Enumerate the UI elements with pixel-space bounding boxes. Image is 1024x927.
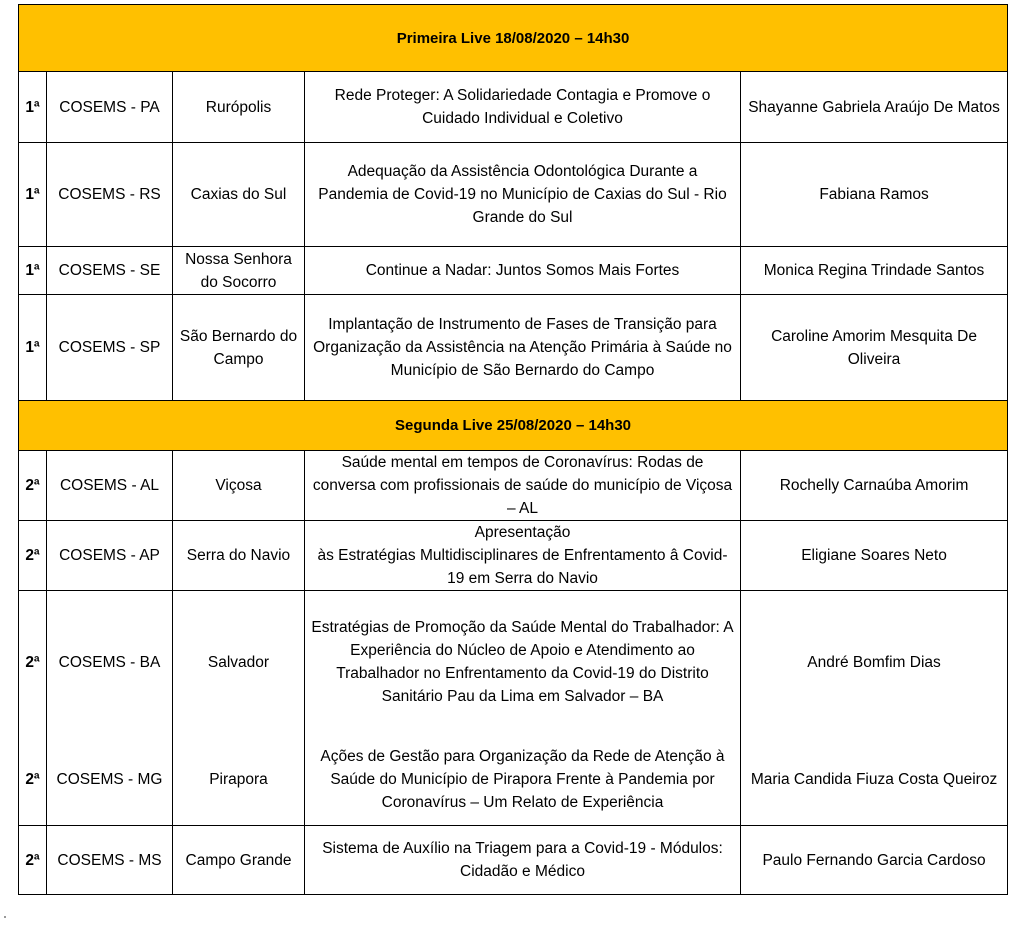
- cosems-cell: COSEMS - SP: [47, 295, 173, 401]
- live-ordinal: 1ª: [19, 295, 47, 401]
- titulo-cell: [305, 521, 741, 591]
- autor-cell: Shayanne Gabriela Araújo De Matos: [741, 72, 1008, 143]
- live-ordinal: 2ª: [19, 734, 47, 826]
- cosems-cell: COSEMS - BA: [47, 591, 173, 734]
- table-row: [19, 247, 1008, 295]
- section-header-row: [19, 5, 1008, 72]
- titulo-cell: Ações de Gestão para Organização da Rede de Atenção à Saúde do Município de Pirapora Frente à Pandemia por Coronavírus – Um Relato de Experiência: [305, 734, 741, 826]
- schedule-table: [18, 4, 1008, 895]
- section-header-row: [19, 401, 1008, 451]
- cosems-cell: COSEMS - PA: [47, 72, 173, 143]
- municipio-cell: Salvador: [173, 591, 305, 734]
- live-ordinal: 2ª: [19, 591, 47, 734]
- live-ordinal: 1ª: [19, 247, 47, 295]
- municipio-cell: Caxias do Sul: [173, 143, 305, 247]
- cosems-cell: COSEMS - RS: [47, 143, 173, 247]
- municipio-cell: Nossa Senhora do Socorro: [173, 247, 305, 295]
- live-ordinal: 2ª: [19, 521, 47, 591]
- municipio-cell: Rurópolis: [173, 72, 305, 143]
- titulo-cell: Implantação de Instrumento de Fases de Transição para Organização da Assistência na Atenção Primária à Saúde no Município de São Bernardo do Campo: [305, 295, 741, 401]
- titulo-line: Apresentação: [474, 524, 571, 541]
- cosems-cell: COSEMS - AL: [47, 451, 173, 521]
- titulo-line: às Estratégias Multidisciplinares de Enfrentamento â Covid-19 em Serra do Navio: [317, 547, 728, 587]
- autor-cell: Fabiana Ramos: [741, 143, 1008, 247]
- live-ordinal: 1ª: [19, 143, 47, 247]
- table-row: [19, 143, 1008, 247]
- table-row: [19, 72, 1008, 143]
- autor-cell: Eligiane Soares Neto: [741, 521, 1008, 591]
- table-row: [19, 521, 1008, 591]
- live-ordinal: 1ª: [19, 72, 47, 143]
- cosems-cell: COSEMS - MG: [47, 734, 173, 826]
- table-row: [19, 826, 1008, 895]
- autor-cell: Monica Regina Trindade Santos: [741, 247, 1008, 295]
- autor-cell: Maria Candida Fiuza Costa Queiroz: [741, 734, 1008, 826]
- titulo-cell: Saúde mental em tempos de Coronavírus: Rodas de conversa com profissionais de saúde do município de Viçosa – AL: [305, 451, 741, 521]
- municipio-cell: São Bernardo do Campo: [173, 295, 305, 401]
- section-title: Primeira Live 18/08/2020 – 14h30: [19, 5, 1008, 72]
- titulo-cell: Sistema de Auxílio na Triagem para a Covid-19 - Módulos: Cidadão e Médico: [305, 826, 741, 895]
- cosems-cell: COSEMS - MS: [47, 826, 173, 895]
- live-ordinal: 2ª: [19, 826, 47, 895]
- table-row: [19, 451, 1008, 521]
- table-row: [19, 591, 1008, 734]
- municipio-cell: Campo Grande: [173, 826, 305, 895]
- titulo-cell: Rede Proteger: A Solidariedade Contagia e Promove o Cuidado Individual e Coletivo: [305, 72, 741, 143]
- municipio-cell: Pirapora: [173, 734, 305, 826]
- section-title: Segunda Live 25/08/2020 – 14h30: [19, 401, 1008, 451]
- titulo-cell: Estratégias de Promoção da Saúde Mental do Trabalhador: A Experiência do Núcleo de Apoio e Atendimento ao Trabalhador no Enfrentamento da Covid-19 do Distrito Sanitário Pau da Lima em Salvador – BA: [305, 591, 741, 734]
- table-row: [19, 295, 1008, 401]
- titulo-cell: Adequação da Assistência Odontológica Durante a Pandemia de Covid-19 no Município de Caxias do Sul - Rio Grande do Sul: [305, 143, 741, 247]
- titulo-cell: Continue a Nadar: Juntos Somos Mais Fortes: [305, 247, 741, 295]
- autor-cell: André Bomfim Dias: [741, 591, 1008, 734]
- autor-cell: Paulo Fernando Garcia Cardoso: [741, 826, 1008, 895]
- page-speck: [4, 916, 6, 918]
- table-row: [19, 734, 1008, 826]
- cosems-cell: COSEMS - SE: [47, 247, 173, 295]
- municipio-cell: Serra do Navio: [173, 521, 305, 591]
- live-ordinal: 2ª: [19, 451, 47, 521]
- municipio-cell: Viçosa: [173, 451, 305, 521]
- autor-cell: Caroline Amorim Mesquita De Oliveira: [741, 295, 1008, 401]
- autor-cell: Rochelly Carnaúba Amorim: [741, 451, 1008, 521]
- cosems-cell: COSEMS - AP: [47, 521, 173, 591]
